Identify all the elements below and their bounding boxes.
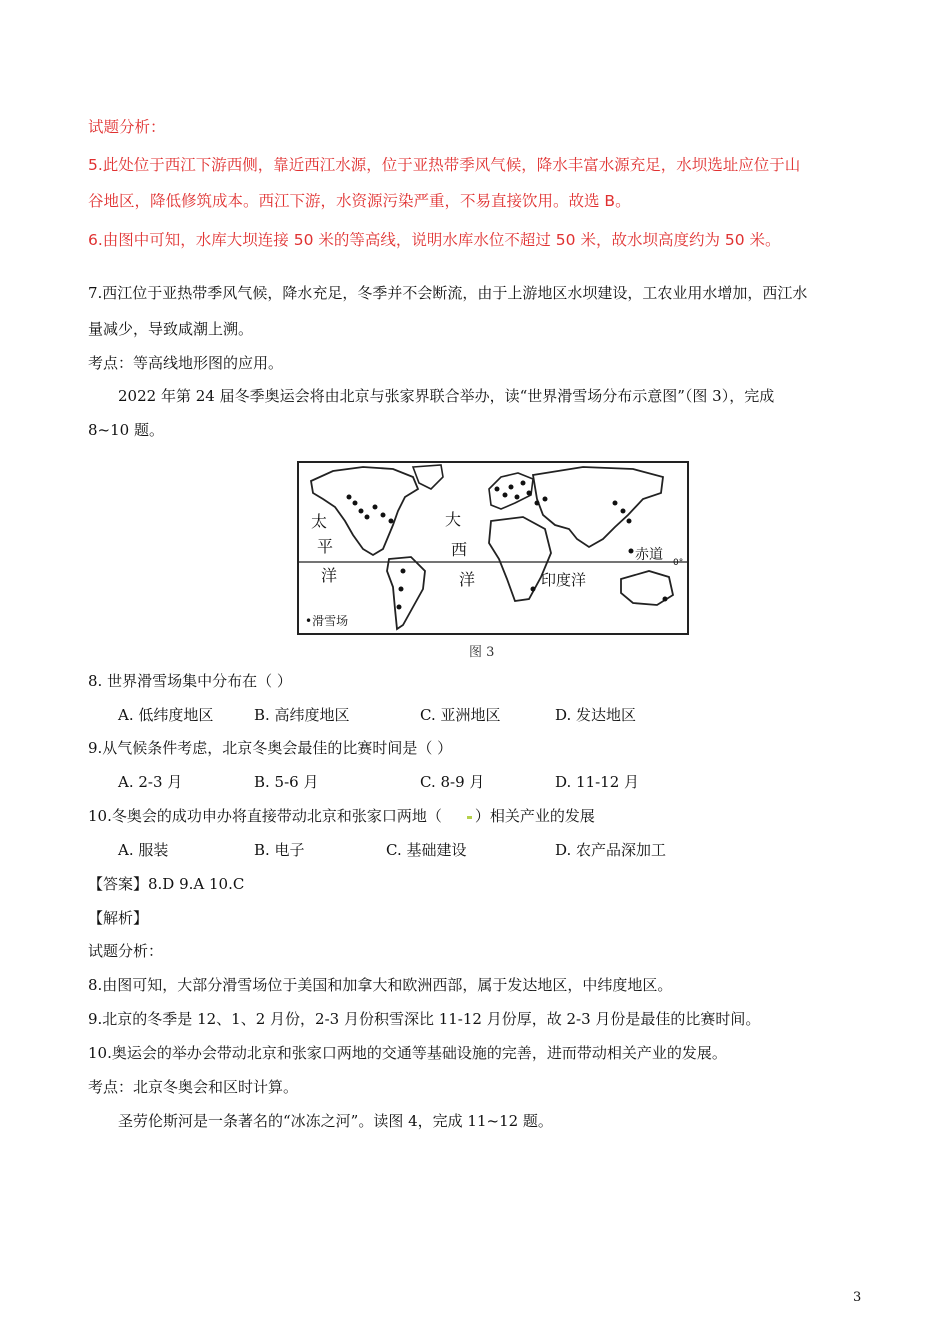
- ski-dot: [515, 495, 520, 500]
- ski-dot: [503, 493, 508, 498]
- zero-degree-label: 0°: [673, 558, 684, 568]
- q9-option-c: C. 8-9 月: [420, 773, 485, 791]
- ski-dot: [401, 569, 406, 574]
- answer-p9: 9.北京的冬季是 12、1、2 月份，2-3 月份积雪深比 11-12 月份厚，故 2-3 月份是最佳的比赛时间。: [88, 1010, 761, 1028]
- answer-p10: 10.奥运会的举办会带动北京和张家口两地的交通等基础设施的完善，进而带动相关产业的发展。: [88, 1044, 727, 1062]
- ski-dot: [613, 501, 618, 506]
- q10-stem-part1: 10.冬奥会的成功申办将直接带动北京和张家口两地（: [88, 807, 442, 825]
- ski-dot: [399, 587, 404, 592]
- page-number: 3: [853, 1290, 862, 1305]
- world-map-svg: [293, 459, 689, 655]
- q8-option-a: A. 低纬度地区: [118, 706, 214, 724]
- ski-dot: [347, 495, 352, 500]
- q10-stem-part2: ）相关产业的发展: [474, 807, 595, 825]
- answer-p8: 8.由图可知，大部分滑雪场位于美国和加拿大和欧洲西部，属于发达地区，中纬度地区。: [88, 976, 673, 994]
- q10-option-d: D. 农产品深加工: [555, 841, 667, 859]
- answer-kaodian: 考点：北京冬奥会和区时计算。: [88, 1078, 299, 1096]
- ski-dot: [629, 549, 634, 554]
- ski-dot: [621, 509, 626, 514]
- ski-dot: [521, 481, 526, 486]
- ski-dot: [627, 519, 632, 524]
- intro-line2: 8~10 题。: [88, 421, 164, 439]
- ski-dot: [543, 497, 548, 502]
- q7-line2: 量减少，导致咸潮上溯。: [88, 320, 254, 338]
- q8-stem: 8. 世界滑雪场集中分布在（ ）: [88, 672, 292, 690]
- ski-dot: [359, 509, 364, 514]
- atlantic-label-yang: 洋: [459, 570, 476, 589]
- analysis-q5-line2: 谷地区，降低修筑成本。西江下游，水资源污染严重，不易直接饮用。故选 B。: [88, 192, 631, 210]
- q9-option-d: D. 11-12 月: [555, 773, 640, 791]
- indian-ocean-label: 印度洋: [541, 571, 587, 589]
- ski-dot: [509, 485, 514, 490]
- q10-stem: [88, 806, 595, 826]
- q8-option-b: B. 高纬度地区: [254, 706, 350, 724]
- intro-line1: 2022 年第 24 届冬季奥运会将由北京与张家界联合举办，读“世界滑雪场分布示意图”（图 3），完成: [118, 387, 775, 405]
- q8-option-c: C. 亚洲地区: [420, 706, 501, 724]
- q10-option-b: B. 电子: [254, 841, 305, 859]
- q9-option-b: B. 5-6 月: [254, 773, 319, 791]
- pacific-label-yang: 洋: [321, 566, 338, 585]
- analysis-heading: 试题分析：: [88, 118, 166, 136]
- answer-analysis-heading: 试题分析：: [88, 942, 164, 960]
- ski-dot: [373, 505, 378, 510]
- q9-option-a: A. 2-3 月: [118, 773, 183, 791]
- green-marker: [467, 816, 472, 819]
- next-intro: 圣劳伦斯河是一条著名的“冰冻之河”。读图 4，完成 11~12 题。: [118, 1112, 553, 1130]
- ski-dot: [495, 487, 500, 492]
- q7-kaodian: 考点：等高线地形图的应用。: [88, 354, 284, 372]
- q10-option-c: C. 基础建设: [386, 841, 467, 859]
- analysis-q6: 6.由图中可知，水库大坝连接 50 米的等高线，说明水库水位不超过 50 米，故水坝高度约为 50 米。: [88, 231, 781, 249]
- q10-option-a: A. 服装: [118, 841, 169, 859]
- ski-dot: [389, 519, 394, 524]
- jiexi-heading: 【解析】: [88, 909, 149, 927]
- world-ski-map-figure: [293, 459, 689, 655]
- ski-dot: [365, 515, 370, 520]
- q9-stem: 9.从气候条件考虑，北京冬奥会最佳的比赛时间是（ ）: [88, 739, 453, 757]
- legend-ski-resort: •滑雪场: [305, 614, 349, 628]
- ski-dot: [663, 597, 668, 602]
- ski-dot: [353, 501, 358, 506]
- figure-caption: 图 3: [469, 645, 495, 660]
- analysis-q5-line1: 5.此处位于西江下游西侧，靠近西江水源，位于亚热带季风气候，降水丰富水源充足，水坝选址应位于山: [88, 156, 801, 174]
- ski-dot: [381, 513, 386, 518]
- ski-dot: [531, 587, 536, 592]
- pacific-label-ping: 平: [317, 537, 334, 556]
- pacific-label-tai: 太: [311, 512, 328, 531]
- ski-dot: [527, 491, 532, 496]
- q7-line1: 7.西江位于亚热带季风气候，降水充足，冬季并不会断流，由于上游地区水坝建设，工农业用水增加，西江水: [88, 284, 808, 302]
- equator-label: 赤道: [635, 547, 663, 563]
- atlantic-label-da: 大: [445, 510, 462, 529]
- ski-dot: [535, 501, 540, 506]
- q8-option-d: D. 发达地区: [555, 706, 637, 724]
- atlantic-label-xi: 西: [451, 540, 468, 559]
- answer-line: 【答案】8.D 9.A 10.C: [88, 875, 245, 893]
- ski-dot: [397, 605, 402, 610]
